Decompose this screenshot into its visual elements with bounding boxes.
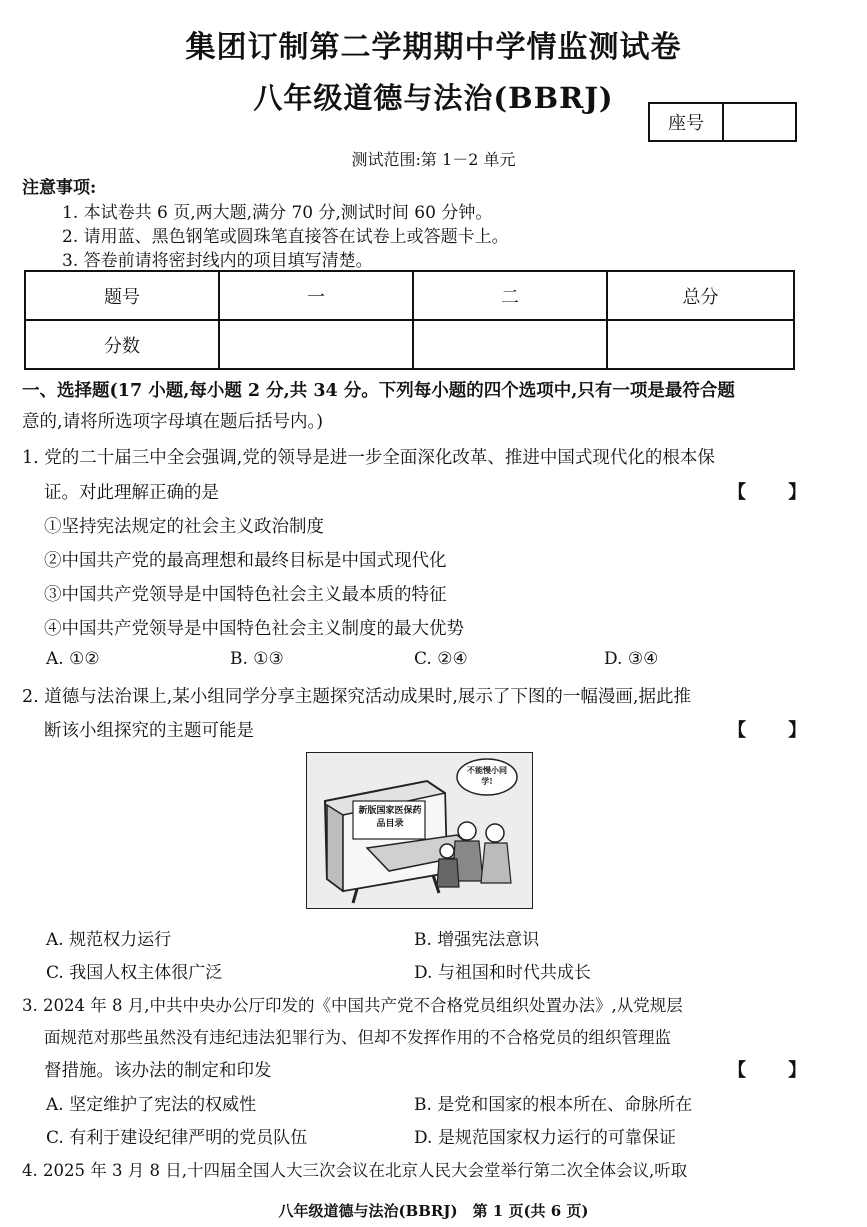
exam-title: 集团订制第二学期期中学情监测试卷 (185, 30, 682, 65)
test-range: 测试范围:第 1－2 单元 (351, 150, 516, 169)
score-header-cell: 总分 (607, 271, 794, 320)
q3-option-c[interactable]: C. 有利于建设纪律严明的党员队伍 (46, 1128, 308, 1148)
question-1-stem-cont: 证。对此理解正确的是 (44, 483, 219, 503)
exam-subtitle: 八年级道德与法治(BBRJ) (253, 81, 614, 115)
seat-input-cell[interactable] (724, 104, 795, 140)
note-item: 3. 答卷前请将密封线内的项目填写清楚。 (62, 251, 373, 271)
q2-option-a[interactable]: A. 规范权力运行 (46, 930, 172, 950)
note-item: 1. 本试卷共 6 页,两大题,满分 70 分,测试时间 60 分钟。 (62, 203, 493, 223)
question-2-stem-cont: 断该小组探究的主题可能是 (44, 721, 254, 741)
q1-option-d[interactable]: D. ③④ (604, 649, 659, 669)
page-footer: 八年级道德与法治(BBRJ) 第 1 页(共 6 页) (278, 1202, 589, 1220)
cartoon-bubble-text: 不能慢小同学! (467, 765, 507, 786)
q1-option-c[interactable]: C. ②④ (414, 649, 468, 669)
score-header-cell: 二 (413, 271, 607, 320)
q1-option-b[interactable]: B. ①③ (230, 649, 284, 669)
score-cell[interactable] (219, 320, 413, 369)
score-row-label: 分数 (25, 320, 219, 369)
answer-bracket-3[interactable]: 【 】 (728, 1060, 825, 1081)
question-4-stem: 4. 2025 年 3 月 8 日,十四届全国人大三次会议在北京人民大会堂举行第二次全体会议,听取 (22, 1161, 688, 1180)
q2-option-c[interactable]: C. 我国人权主体很广泛 (46, 963, 223, 983)
q1-option-a[interactable]: A. ①② (46, 649, 100, 669)
score-header-cell: 一 (219, 271, 413, 320)
q2-option-b[interactable]: B. 增强宪法意识 (414, 930, 540, 950)
q1-statement: ③中国共产党领导是中国特色社会主义最本质的特征 (44, 585, 447, 605)
score-cell[interactable] (413, 320, 607, 369)
answer-bracket-1[interactable]: 【 】 (728, 482, 825, 503)
cartoon-image (306, 752, 533, 909)
question-3-stem: 3. 2024 年 8 月,中共中央办公厅印发的《中国共产党不合格党员组织处置办法》,从党规层 (22, 996, 683, 1015)
question-2-stem: 2. 道德与法治课上,某小组同学分享主题探究活动成果时,展示了下图的一幅漫画,据此推 (22, 687, 691, 707)
q1-statement: ②中国共产党的最高理想和最终目标是中国式现代化 (44, 551, 447, 571)
q2-option-d[interactable]: D. 与祖国和时代共成长 (414, 963, 591, 983)
q3-option-a[interactable]: A. 坚定维护了宪法的权威性 (46, 1095, 257, 1115)
answer-bracket-2[interactable]: 【 】 (728, 720, 825, 741)
q3-option-d[interactable]: D. 是规范国家权力运行的可靠保证 (414, 1128, 676, 1148)
question-3-stem-cont: 督措施。该办法的制定和印发 (44, 1061, 272, 1081)
score-cell[interactable] (607, 320, 794, 369)
score-table (24, 270, 795, 370)
q1-statement: ①坚持宪法规定的社会主义政治制度 (44, 517, 324, 537)
notes-heading: 注意事项: (22, 178, 97, 198)
section-heading: 一、选择题(17 小题,每小题 2 分,共 34 分。下列每小题的四个选项中,只有一项是最符合题 (22, 381, 735, 401)
note-item: 2. 请用蓝、黑色钢笔或圆珠笔直接答在试卷上或答题卡上。 (62, 227, 509, 247)
q3-option-b[interactable]: B. 是党和国家的根本所在、命脉所在 (414, 1095, 693, 1115)
cartoon-box-text: 新版国家医保药品目录 (358, 806, 422, 829)
question-3-stem-cont: 面规范对那些虽然没有违纪违法犯罪行为、但却不发挥作用的不合格党员的组织管理监 (44, 1028, 671, 1047)
section-heading-cont: 意的,请将所选项字母填在题后括号内。) (22, 412, 324, 432)
seat-label: 座号 (650, 104, 724, 140)
score-header-cell: 题号 (25, 271, 219, 320)
question-1-stem: 1. 党的二十届三中全会强调,党的领导是进一步全面深化改革、推进中国式现代化的根本保 (22, 448, 715, 468)
q1-statement: ④中国共产党领导是中国特色社会主义制度的最大优势 (44, 619, 464, 639)
seat-number-box[interactable] (648, 102, 797, 142)
